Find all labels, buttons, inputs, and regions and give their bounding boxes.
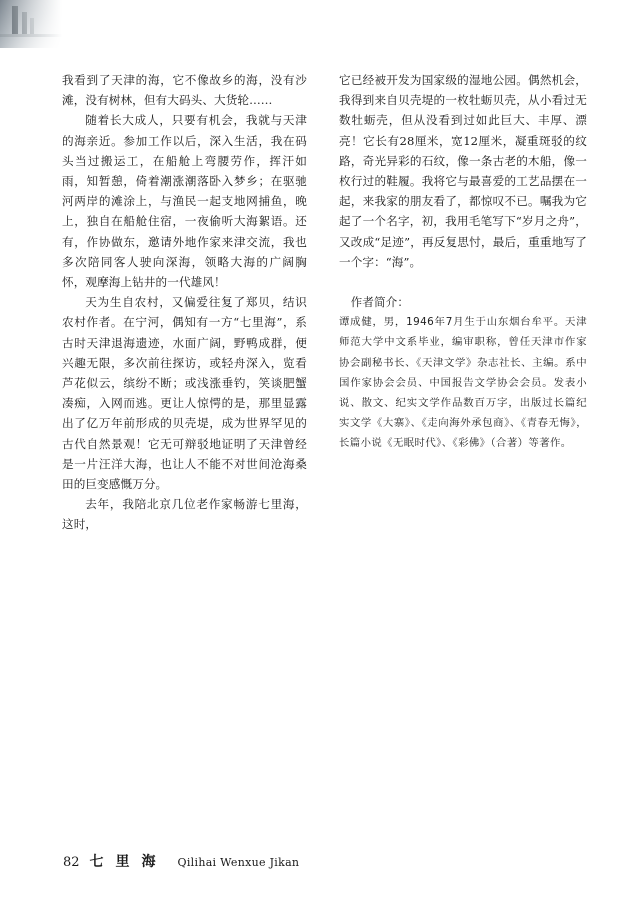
page-number: 82 [63, 855, 80, 870]
page-footer [63, 851, 299, 871]
right-text-column [339, 70, 587, 454]
magazine-pinyin-title: Qilihai Wenxue Jikan [177, 856, 300, 869]
body-paragraph: 天为生自农村，又偏爱往复了郑贝，结识农村作者。在宁河，偶知有一方“七里海”，系古时天津退海遗迹，水面广阔，野鸭成群，便兴趣无限，多次前往探访，或轻舟深入，览看芦花似云，缤纷不断；或浅涨垂钓，笑谈肥蟹凑痴，入网而逃。更让人惊愕的是，那里显露出了亿万年前形成的贝壳堤，成为世界罕见的古代自然景观！它无可辩驳地证明了天津曾经是一片汪洋大海，也让人不能不对世间沧海桑田的巨变感慨万分。 [62, 295, 307, 492]
body-paragraph: 去年，我陪北京几位老作家畅游七里海，这时， [62, 497, 307, 532]
body-paragraph: 我看到了天津的海，它不像故乡的海，没有沙滩，没有树林，但有大码头、大货轮…… [62, 73, 307, 108]
body-paragraph: 随着长大成人，只要有机会，我就与天津的海亲近。参加工作以后，深入生活，我在码头当过搬运工，在船舱上弯腰劳作，挥汗如雨，知暂憩，倚着潮涨潮落卧入梦乡；在驱驰河两岸的滩涂上，与渔民一起支地网捕鱼，晚上，独自在船舱住宿，一夜偷听大海絮语。还有，作协做东，邀请外地作家来津交流，我也多次陪同客人驶向深海，领略大海的广阔胸怀，观摩海上钻井的一代雄风！ [62, 113, 307, 290]
author-intro-heading: 作者简介： [350, 295, 410, 310]
header-decorative-photo [0, 0, 62, 48]
body-paragraph: 它已经被开发为国家级的湿地公园。偶然机会，我得到来自贝壳堤的一枚牡蛎贝壳，从小看过无数牡蛎壳，但从没看到过如此巨大、丰厚、漂亮！它长有28厘米，宽12厘米，凝重斑驳的纹路，奇光异彩的石纹，像一条古老的木船，像一枚行过的鞋履。我将它与最喜爱的工艺品摆在一起，来我家的朋友看了，都惊叹不已。嘱我为它起了一个名字，初，我用毛笔写下“岁月之舟”，又改成“足迹”，再反复思忖，最后，重重地写了一个字：“海”。 [339, 73, 587, 269]
magazine-title: 七里海 [89, 854, 168, 870]
author-biography: 谭成健，男，1946年7月生于山东烟台牟平。天津师范大学中文系毕业，编审职称，曾任天津市作家协会副秘书长、《天津文学》杂志社长、主编。系中国作家协会会员、中国报告文学协会会员。发表小说、散文、纪实文学作品数百万字，出版过长篇纪实文学《大寨》、《走向海外承包商》、《青春无悔》，长篇小说《无眠时代》、《彩佛》（合著）等著作。 [339, 316, 587, 450]
left-text-column [62, 70, 307, 535]
seaside-photo-icon [0, 0, 62, 48]
